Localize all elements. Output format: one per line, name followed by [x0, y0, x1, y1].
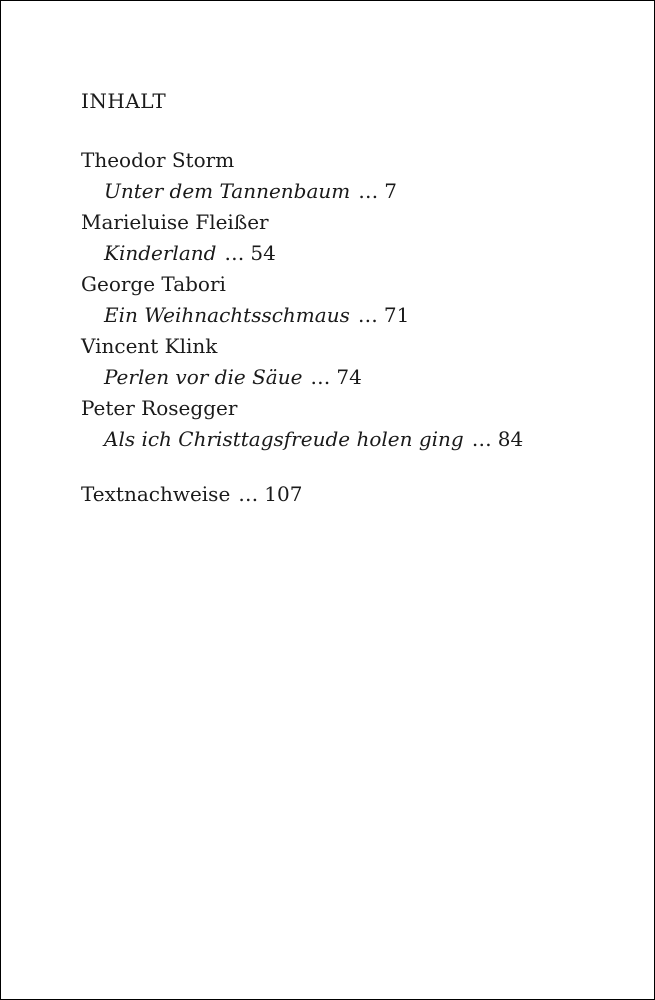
entry-author: George Tabori: [81, 272, 226, 296]
entry-title: Ein Weihnachtsschmaus: [104, 303, 350, 327]
entry-page-number: 7: [384, 179, 397, 203]
toc-entry: [81, 209, 523, 271]
toc-entry: [81, 271, 523, 333]
entry-author: Marieluise Fleißer: [81, 210, 269, 234]
entry-title: Unter dem Tannenbaum: [104, 179, 351, 203]
appendix-page-number: 107: [264, 482, 303, 506]
entry-author: Theodor Storm: [81, 148, 235, 172]
entry-work-line: [81, 240, 523, 271]
appendix-separator: …: [238, 482, 259, 506]
entry-title: Als ich Christtagsfreude holen ging: [104, 427, 464, 451]
entry-page-number: 71: [383, 303, 410, 327]
entry-separator: …: [471, 427, 492, 451]
toc-entry: [81, 147, 523, 209]
entry-title: Kinderland: [104, 241, 217, 265]
entry-work-line: [81, 178, 523, 209]
entry-title: Perlen vor die Säue: [104, 365, 303, 389]
entry-page-number: 54: [250, 241, 276, 265]
toc-entry: [81, 395, 523, 457]
toc-entry: [81, 333, 523, 395]
entry-page-number: 74: [336, 365, 362, 389]
appendix-label: Textnachweise: [81, 482, 231, 506]
entry-separator: …: [357, 303, 378, 327]
entry-work-line: [81, 364, 523, 395]
entry-separator: …: [358, 179, 379, 203]
table-of-contents: [81, 147, 523, 457]
entry-work-line: [81, 426, 523, 457]
entry-page-number: 84: [497, 427, 524, 451]
entry-work-line: [81, 302, 523, 333]
entry-author: Peter Rosegger: [81, 396, 238, 420]
entry-separator: …: [310, 365, 331, 389]
appendix-entry: [81, 481, 302, 507]
entry-separator: …: [224, 241, 245, 265]
toc-heading: INHALT: [81, 89, 167, 113]
entry-author: Vincent Klink: [81, 334, 218, 358]
